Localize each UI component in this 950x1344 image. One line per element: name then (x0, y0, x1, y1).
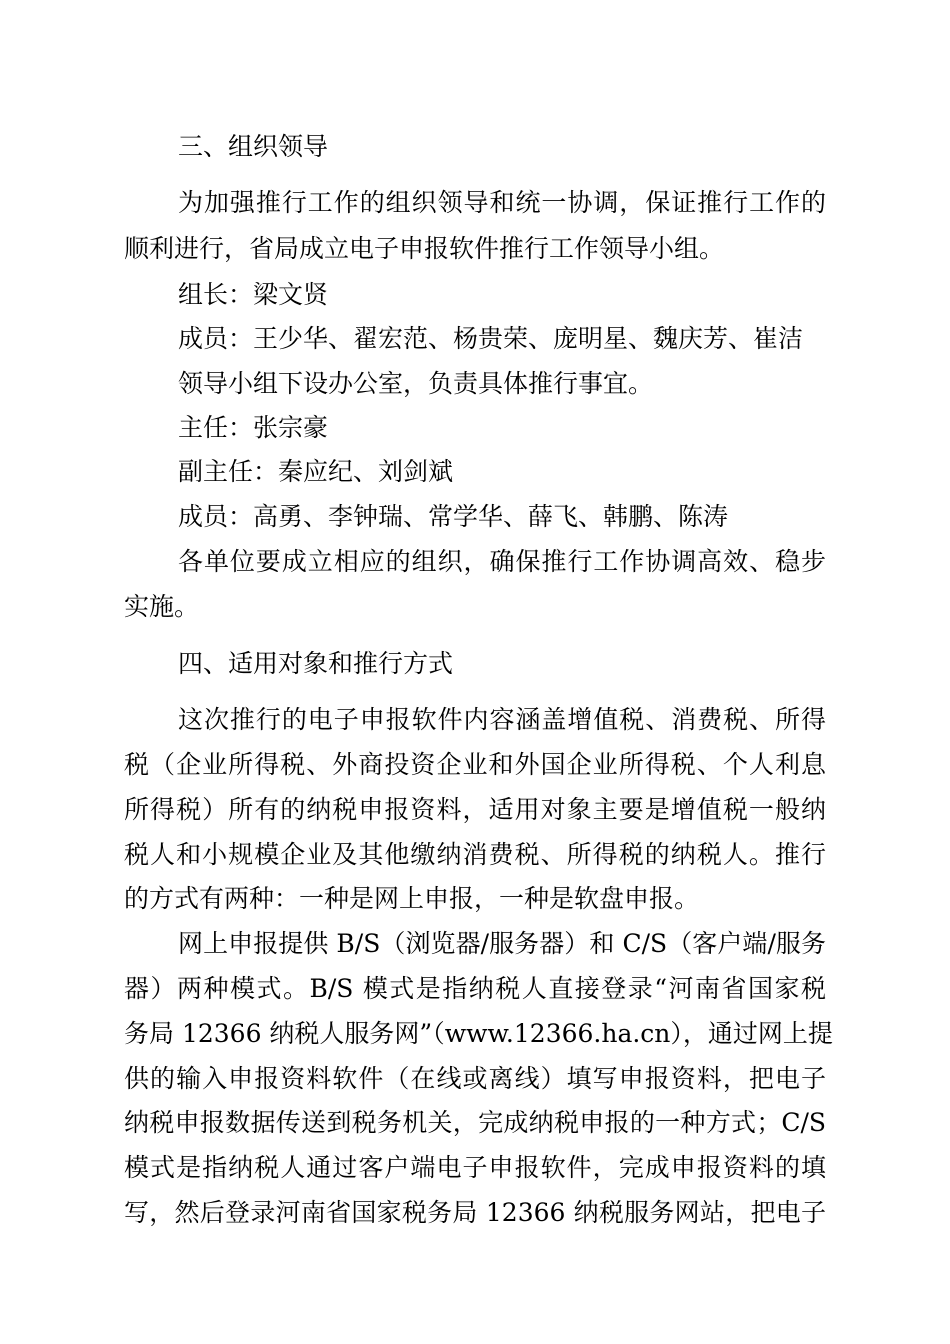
paragraph-line: 模式是指纳税人通过客户端电子申报软件，完成申报资料的填 (124, 1153, 826, 1182)
section-heading-scope: 四、适用对象和推行方式 (178, 649, 454, 678)
paragraph-line: 为加强推行工作的组织领导和统一协调，保证推行工作的 (178, 188, 826, 217)
paragraph-line: 网上申报提供 B/S（浏览器/服务器）和 C/S（客户端/服务 (178, 929, 826, 958)
paragraph-line: 务局 12366 纳税人服务网”（www.12366.ha.cn），通过网上提 (124, 1019, 833, 1048)
leader-line: 组长：梁文贤 (178, 280, 329, 309)
paragraph-line: 税人和小规模企业及其他缴纳消费税、所得税的纳税人。推行 (124, 840, 826, 869)
paragraph-line: 器）两种模式。B/S 模式是指纳税人直接登录“河南省国家税 (124, 974, 826, 1003)
section-heading-organization: 三、组织领导 (178, 132, 329, 161)
office-members-line: 成员：高勇、李钟瑞、常学华、薛飞、韩鹏、陈涛 (178, 502, 729, 531)
office-line: 领导小组下设办公室，负责具体推行事宜。 (178, 369, 654, 398)
paragraph-line: 各单位要成立相应的组织，确保推行工作协调高效、稳步 (178, 547, 826, 576)
deputy-director-line: 副主任：秦应纪、刘剑斌 (178, 457, 454, 486)
paragraph-line: 所得税）所有的纳税申报资料，适用对象主要是增值税一般纳 (124, 795, 826, 824)
paragraph-line: 实施。 (124, 592, 200, 621)
paragraph-line: 这次推行的电子申报软件内容涵盖增值税、消费税、所得 (178, 705, 826, 734)
paragraph-line: 税（企业所得税、外商投资企业和外国企业所得税、个人利息 (124, 750, 826, 779)
paragraph-line: 的方式有两种：一种是网上申报，一种是软盘申报。 (124, 884, 700, 913)
paragraph-line: 纳税申报数据传送到税务机关，完成纳税申报的一种方式；C/S (124, 1108, 826, 1137)
paragraph-line: 写，然后登录河南省国家税务局 12366 纳税服务网站，把电子 (124, 1198, 826, 1227)
paragraph-line: 顺利进行，省局成立电子申报软件推行工作领导小组。 (124, 234, 725, 263)
paragraph-line: 供的输入申报资料软件（在线或离线）填写申报资料，把电子 (124, 1064, 826, 1093)
members-line: 成员：王少华、翟宏范、杨贵荣、庞明星、魏庆芳、崔洁 (178, 324, 804, 353)
director-line: 主任：张宗豪 (178, 413, 329, 442)
